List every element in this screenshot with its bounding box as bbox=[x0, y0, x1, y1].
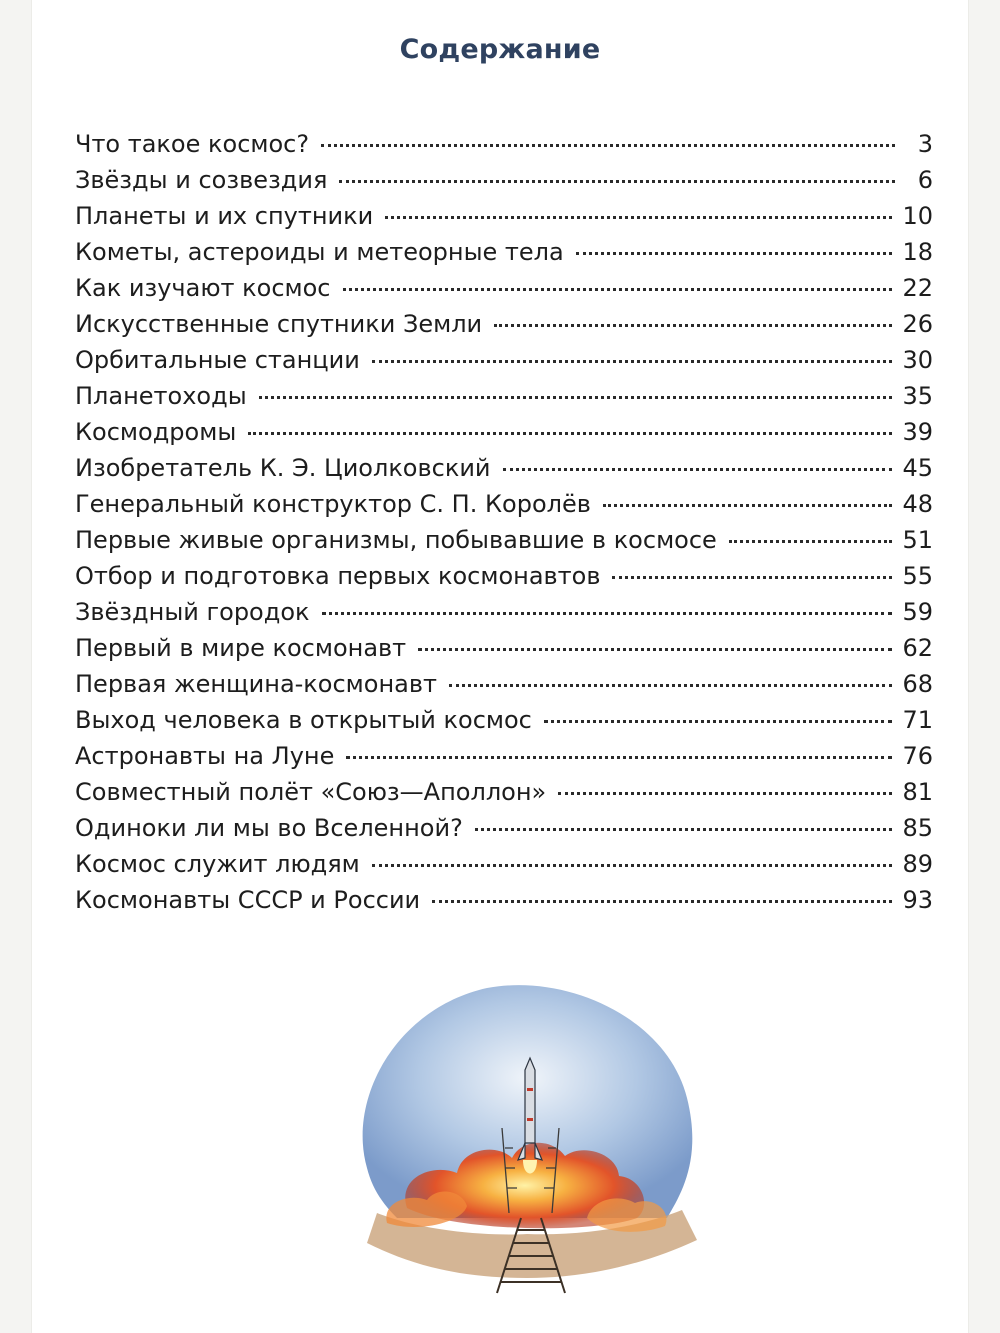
toc-entry-title: Звёзды и созвездия bbox=[75, 166, 328, 194]
dot-leader bbox=[544, 720, 893, 723]
toc-entry-page-number: 10 bbox=[902, 202, 933, 230]
toc-entry bbox=[75, 666, 933, 702]
toc-entry bbox=[75, 414, 933, 450]
toc-entry-title: Космодромы bbox=[75, 418, 237, 446]
book-page bbox=[32, 0, 968, 1333]
toc-entry bbox=[75, 306, 933, 342]
toc-entry bbox=[75, 774, 933, 810]
toc-entry-title: Звёздный городок bbox=[75, 598, 310, 626]
toc-entry-title: Одиноки ли мы во Вселенной? bbox=[75, 814, 463, 842]
dot-leader bbox=[503, 468, 893, 471]
dot-leader bbox=[475, 828, 893, 831]
toc-entry-page-number: 39 bbox=[902, 418, 933, 446]
toc-entry bbox=[75, 234, 933, 270]
toc-entry-page-number: 45 bbox=[902, 454, 933, 482]
toc-entry bbox=[75, 126, 933, 162]
toc-entry-title: Космонавты СССР и России bbox=[75, 886, 421, 914]
toc-entry bbox=[75, 630, 933, 666]
toc-entry bbox=[75, 738, 933, 774]
toc-entry-title: Отбор и подготовка первых космонавтов bbox=[75, 562, 601, 590]
toc-entry bbox=[75, 810, 933, 846]
toc-entry-title: Планетоходы bbox=[75, 382, 247, 410]
toc-entry bbox=[75, 558, 933, 594]
toc-entry-page-number: 89 bbox=[902, 850, 933, 878]
dot-leader bbox=[372, 360, 893, 363]
toc-entry-page-number: 26 bbox=[902, 310, 933, 338]
dot-leader bbox=[346, 756, 892, 759]
toc-entry bbox=[75, 162, 933, 198]
toc-entry-page-number: 6 bbox=[917, 166, 933, 194]
toc-entry-title: Космос служит людям bbox=[75, 850, 360, 878]
dot-leader bbox=[385, 216, 892, 219]
toc-entry-page-number: 18 bbox=[902, 238, 933, 266]
toc-entry bbox=[75, 378, 933, 414]
toc-entry-page-number: 48 bbox=[902, 490, 933, 518]
dot-leader bbox=[339, 180, 895, 183]
toc-entry-page-number: 62 bbox=[902, 634, 933, 662]
toc-entry bbox=[75, 486, 933, 522]
toc-entry-title: Астронавты на Луне bbox=[75, 742, 335, 770]
dot-leader bbox=[729, 540, 893, 543]
rocket-launch-icon bbox=[337, 978, 717, 1298]
toc-entry-page-number: 35 bbox=[902, 382, 933, 410]
toc-entry-page-number: 22 bbox=[902, 274, 933, 302]
dot-leader bbox=[494, 324, 892, 327]
dot-leader bbox=[321, 144, 895, 147]
toc-entry bbox=[75, 882, 933, 918]
toc-entry-title: Выход человека в открытый космос bbox=[75, 706, 532, 734]
toc-entry-page-number: 30 bbox=[902, 346, 933, 374]
toc-entry-title: Первая женщина-космонавт bbox=[75, 670, 437, 698]
toc-entry-title: Кометы, астероиды и метеорные тела bbox=[75, 238, 564, 266]
toc-entry-title: Планеты и их спутники bbox=[75, 202, 374, 230]
dot-leader bbox=[248, 432, 892, 435]
toc-entry-page-number: 93 bbox=[902, 886, 933, 914]
toc-entry-title: Орбитальные станции bbox=[75, 346, 360, 374]
dot-leader bbox=[259, 396, 893, 399]
smoke-cloud-right bbox=[587, 1198, 666, 1231]
table-of-contents bbox=[75, 126, 933, 918]
dot-leader bbox=[372, 864, 893, 867]
dot-leader bbox=[343, 288, 893, 291]
dot-leader bbox=[449, 684, 892, 687]
toc-entry-title: Генеральный конструктор С. П. Королёв bbox=[75, 490, 591, 518]
toc-entry-title: Изобретатель К. Э. Циолковский bbox=[75, 454, 491, 482]
toc-entry bbox=[75, 450, 933, 486]
dot-leader bbox=[612, 576, 892, 579]
toc-entry bbox=[75, 198, 933, 234]
toc-entry-title: Что такое космос? bbox=[75, 130, 310, 158]
toc-entry-title: Первый в мире космонавт bbox=[75, 634, 407, 662]
toc-entry-title: Искусственные спутники Земли bbox=[75, 310, 483, 338]
toc-entry bbox=[75, 702, 933, 738]
toc-entry-page-number: 85 bbox=[902, 814, 933, 842]
toc-entry-title: Первые живые организмы, побывавшие в космосе bbox=[75, 526, 717, 554]
dot-leader bbox=[322, 612, 893, 615]
dot-leader bbox=[576, 252, 893, 255]
page-title: Содержание bbox=[399, 34, 601, 65]
toc-entry-page-number: 55 bbox=[902, 562, 933, 590]
dot-leader bbox=[603, 504, 893, 507]
dot-leader bbox=[558, 792, 892, 795]
toc-entry-title: Как изучают космос bbox=[75, 274, 331, 302]
dot-leader bbox=[432, 900, 892, 903]
toc-entry bbox=[75, 522, 933, 558]
toc-entry-page-number: 51 bbox=[902, 526, 933, 554]
toc-entry-page-number: 68 bbox=[902, 670, 933, 698]
toc-entry-page-number: 71 bbox=[902, 706, 933, 734]
toc-entry bbox=[75, 594, 933, 630]
toc-entry-page-number: 76 bbox=[902, 742, 933, 770]
toc-entry bbox=[75, 846, 933, 882]
toc-entry-page-number: 3 bbox=[917, 130, 933, 158]
toc-entry-page-number: 59 bbox=[902, 598, 933, 626]
toc-entry bbox=[75, 270, 933, 306]
toc-entry-page-number: 81 bbox=[902, 778, 933, 806]
dot-leader bbox=[418, 648, 892, 651]
toc-entry-title: Совместный полёт «Союз—Аполлон» bbox=[75, 778, 547, 806]
toc-entry bbox=[75, 342, 933, 378]
